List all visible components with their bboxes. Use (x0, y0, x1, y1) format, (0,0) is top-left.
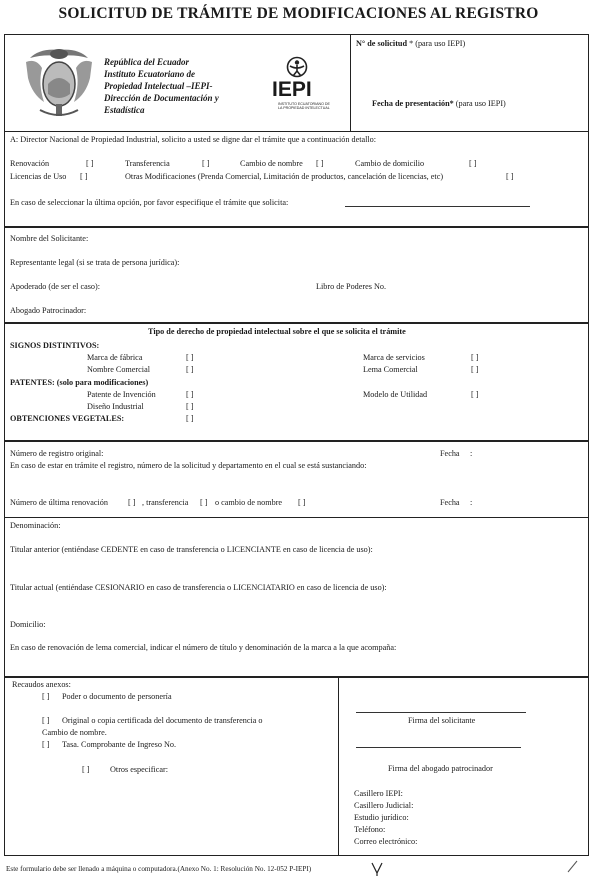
lema-renovacion-label: En caso de renovación de lema comercial, indicar el número de título y denominación de la marca a la que acompaña: (10, 643, 397, 652)
casillero-iepi-label: Casillero IEPI: (354, 789, 403, 798)
institution-line: Propiedad Intelectual –IEPI- (104, 81, 213, 91)
section-divider (4, 440, 589, 442)
director-request-text: A: Director Nacional de Propiedad Industrial, solicito a usted se digne dar el trámite que a continuación detallo: (10, 135, 377, 144)
institution-line: República del Ecuador (104, 57, 189, 67)
institution-line: Instituto Ecuatoriano de (104, 69, 196, 79)
section-divider (4, 517, 589, 518)
numero-registro-label: Número de registro original: (10, 449, 104, 458)
ultima-transferencia-label: , transferencia (142, 498, 189, 507)
institution-line: Estadística (104, 105, 145, 115)
nombre-comercial-checkbox[interactable]: [ ] (186, 365, 194, 374)
diseno-industrial-label: Diseño Industrial (87, 402, 144, 411)
marca-fabrica-checkbox[interactable]: [ ] (186, 353, 194, 362)
licencias-checkbox[interactable]: [ ] (80, 172, 88, 181)
ultima-renovacion-label: Número de última renovación (10, 498, 108, 507)
section-divider (4, 226, 589, 228)
poder-checkbox[interactable]: [ ] (42, 692, 50, 701)
patente-invencion-label: Patente de Invención (87, 390, 156, 399)
solicitud-label: N° de solicitud (356, 39, 408, 48)
otras-modificaciones-label: Otras Modificaciones (Prenda Comercial, Limitación de productos, cancelación de licencias, etc) (125, 172, 444, 181)
ultimo-cambio-nombre-checkbox[interactable]: [ ] (298, 498, 306, 507)
patente-invencion-checkbox[interactable]: [ ] (186, 390, 194, 399)
modelo-utilidad-checkbox[interactable]: [ ] (471, 390, 479, 399)
poder-label: Poder o documento de personería (62, 692, 172, 701)
ultima-transferencia-checkbox[interactable]: [ ] (200, 498, 208, 507)
lema-comercial-label: Lema Comercial (363, 365, 418, 374)
section-divider (4, 131, 589, 132)
tipo-derecho-heading: Tipo de derecho de propiedad intelectual sobre el que se solicita el trámite (148, 327, 406, 336)
fecha-presentacion-note: (para uso IEPI) (455, 99, 506, 108)
renovacion-checkbox[interactable]: [ ] (86, 159, 94, 168)
transferencia-checkbox[interactable]: [ ] (202, 159, 210, 168)
obtenciones-vegetales-checkbox[interactable]: [ ] (186, 414, 194, 423)
apoderado-label: Apoderado (de ser el caso): (10, 282, 101, 291)
cambio-nombre-label: Cambio de nombre (240, 159, 303, 168)
titular-anterior-label: Titular anterior (entiéndase CEDENTE en caso de transferencia o LICENCIANTE en caso de licencia de uso): (10, 545, 373, 554)
casillero-judicial-label: Casillero Judicial: (354, 801, 414, 810)
coat-of-arms-icon (22, 44, 96, 122)
patentes-heading: PATENTES: (solo para modificaciones) (10, 378, 149, 387)
libro-poderes-label: Libro de Poderes No. (316, 282, 387, 291)
firma-solicitante-label: Firma del solicitante (408, 716, 476, 725)
domicilio-label: Domicilio: (10, 620, 46, 629)
estudio-juridico-label: Estudio jurídico: (354, 813, 409, 822)
fecha-registro-label: Fecha (440, 449, 460, 458)
licencias-label: Licencias de Uso (10, 172, 67, 181)
fecha-presentacion-field[interactable] (372, 99, 506, 109)
diseno-industrial-checkbox[interactable]: [ ] (186, 402, 194, 411)
cambio-domicilio-checkbox[interactable]: [ ] (469, 159, 477, 168)
header-divider (350, 34, 351, 131)
obtenciones-vegetales-heading: OBTENCIONES VEGETALES: (10, 414, 125, 423)
original-checkbox[interactable]: [ ] (42, 716, 50, 725)
firma-abogado-label: Firma del abogado patrocinador (388, 764, 493, 773)
recaudos-divider (338, 676, 339, 856)
footer-note: Este formulario debe ser llenado a máquina o computadora.(Anexo No. 1: Resolución No. 12-052 P-IEPI) (6, 865, 312, 873)
ultima-renovacion-checkbox[interactable]: [ ] (128, 498, 136, 507)
section-divider (4, 322, 589, 324)
section-divider (4, 676, 589, 678)
fecha-renovacion-label: Fecha (440, 498, 460, 507)
cambio-domicilio-label: Cambio de domicilio (355, 159, 425, 168)
ultimo-cambio-nombre-label: o cambio de nombre (215, 498, 283, 507)
original-label: Original o copia certificada del documento de transferencia o (62, 716, 263, 725)
cambio-nombre-doc-label: Cambio de nombre. (42, 728, 107, 737)
stray-mark-icon (566, 858, 580, 874)
firma-abogado-line[interactable] (356, 747, 521, 748)
recaudos-heading: Recaudos anexos: (12, 680, 71, 689)
marca-servicios-checkbox[interactable]: [ ] (471, 353, 479, 362)
iepi-logo-text: IEPI (272, 78, 312, 101)
lema-comercial-checkbox[interactable]: [ ] (471, 365, 479, 374)
solicitud-number-field[interactable] (356, 39, 465, 49)
otras-modificaciones-checkbox[interactable]: [ ] (506, 172, 514, 181)
firma-solicitante-line[interactable] (356, 712, 526, 713)
telefono-label: Teléfono: (354, 825, 386, 834)
representante-label: Representante legal (si se trata de persona jurídica): (10, 258, 180, 267)
institution-line: Dirección de Documentación y (104, 93, 219, 103)
en-tramite-label: En caso de estar en trámite el registro, número de la solicitud y departamento en el cual se está sustanciando: (10, 461, 367, 470)
correo-label: Correo electrónico: (354, 837, 418, 846)
marca-servicios-label: Marca de servicios (363, 353, 425, 362)
solicitud-note: * (para uso IEPI) (409, 39, 466, 48)
iepi-logo-subtext: INSTITUTO ECUATORIANO DE LA PROPIEDAD INTELECTUAL (278, 102, 330, 110)
abogado-label: Abogado Patrocinador: (10, 306, 87, 315)
signos-distintivos-heading: SIGNOS DISTINTIVOS: (10, 341, 100, 350)
nombre-solicitante-label: Nombre del Solicitante: (10, 234, 89, 243)
pen-mark-icon (370, 861, 384, 877)
otros-label: Otros especificar: (110, 765, 168, 774)
otros-checkbox[interactable]: [ ] (82, 765, 90, 774)
tasa-label: Tasa. Comprobante de Ingreso No. (62, 740, 177, 749)
nombre-comercial-label: Nombre Comercial (87, 365, 150, 374)
iepi-logo-icon (286, 56, 308, 80)
especifique-input[interactable] (345, 206, 530, 207)
form-title: SOLICITUD DE TRÁMITE DE MODIFICACIONES AL REGISTRO (58, 5, 539, 22)
fecha-renovacion-colon: : (470, 498, 473, 507)
transferencia-label: Transferencia (125, 159, 170, 168)
marca-fabrica-label: Marca de fábrica (87, 353, 143, 362)
titular-actual-label: Titular actual (entiéndase CESIONARIO en caso de transferencia o LICENCIATARIO en caso de licencia de uso): (10, 583, 387, 592)
renovacion-label: Renovación (10, 159, 50, 168)
cambio-nombre-checkbox[interactable]: [ ] (316, 159, 324, 168)
modelo-utilidad-label: Modelo de Utilidad (363, 390, 428, 399)
fecha-registro-colon: : (470, 449, 473, 458)
tasa-checkbox[interactable]: [ ] (42, 740, 50, 749)
fecha-presentacion-label: Fecha de presentación* (372, 99, 454, 108)
denominacion-label: Denominación: (10, 521, 61, 530)
especifique-label: En caso de seleccionar la última opción, por favor especifique el trámite que solicita: (10, 198, 289, 207)
